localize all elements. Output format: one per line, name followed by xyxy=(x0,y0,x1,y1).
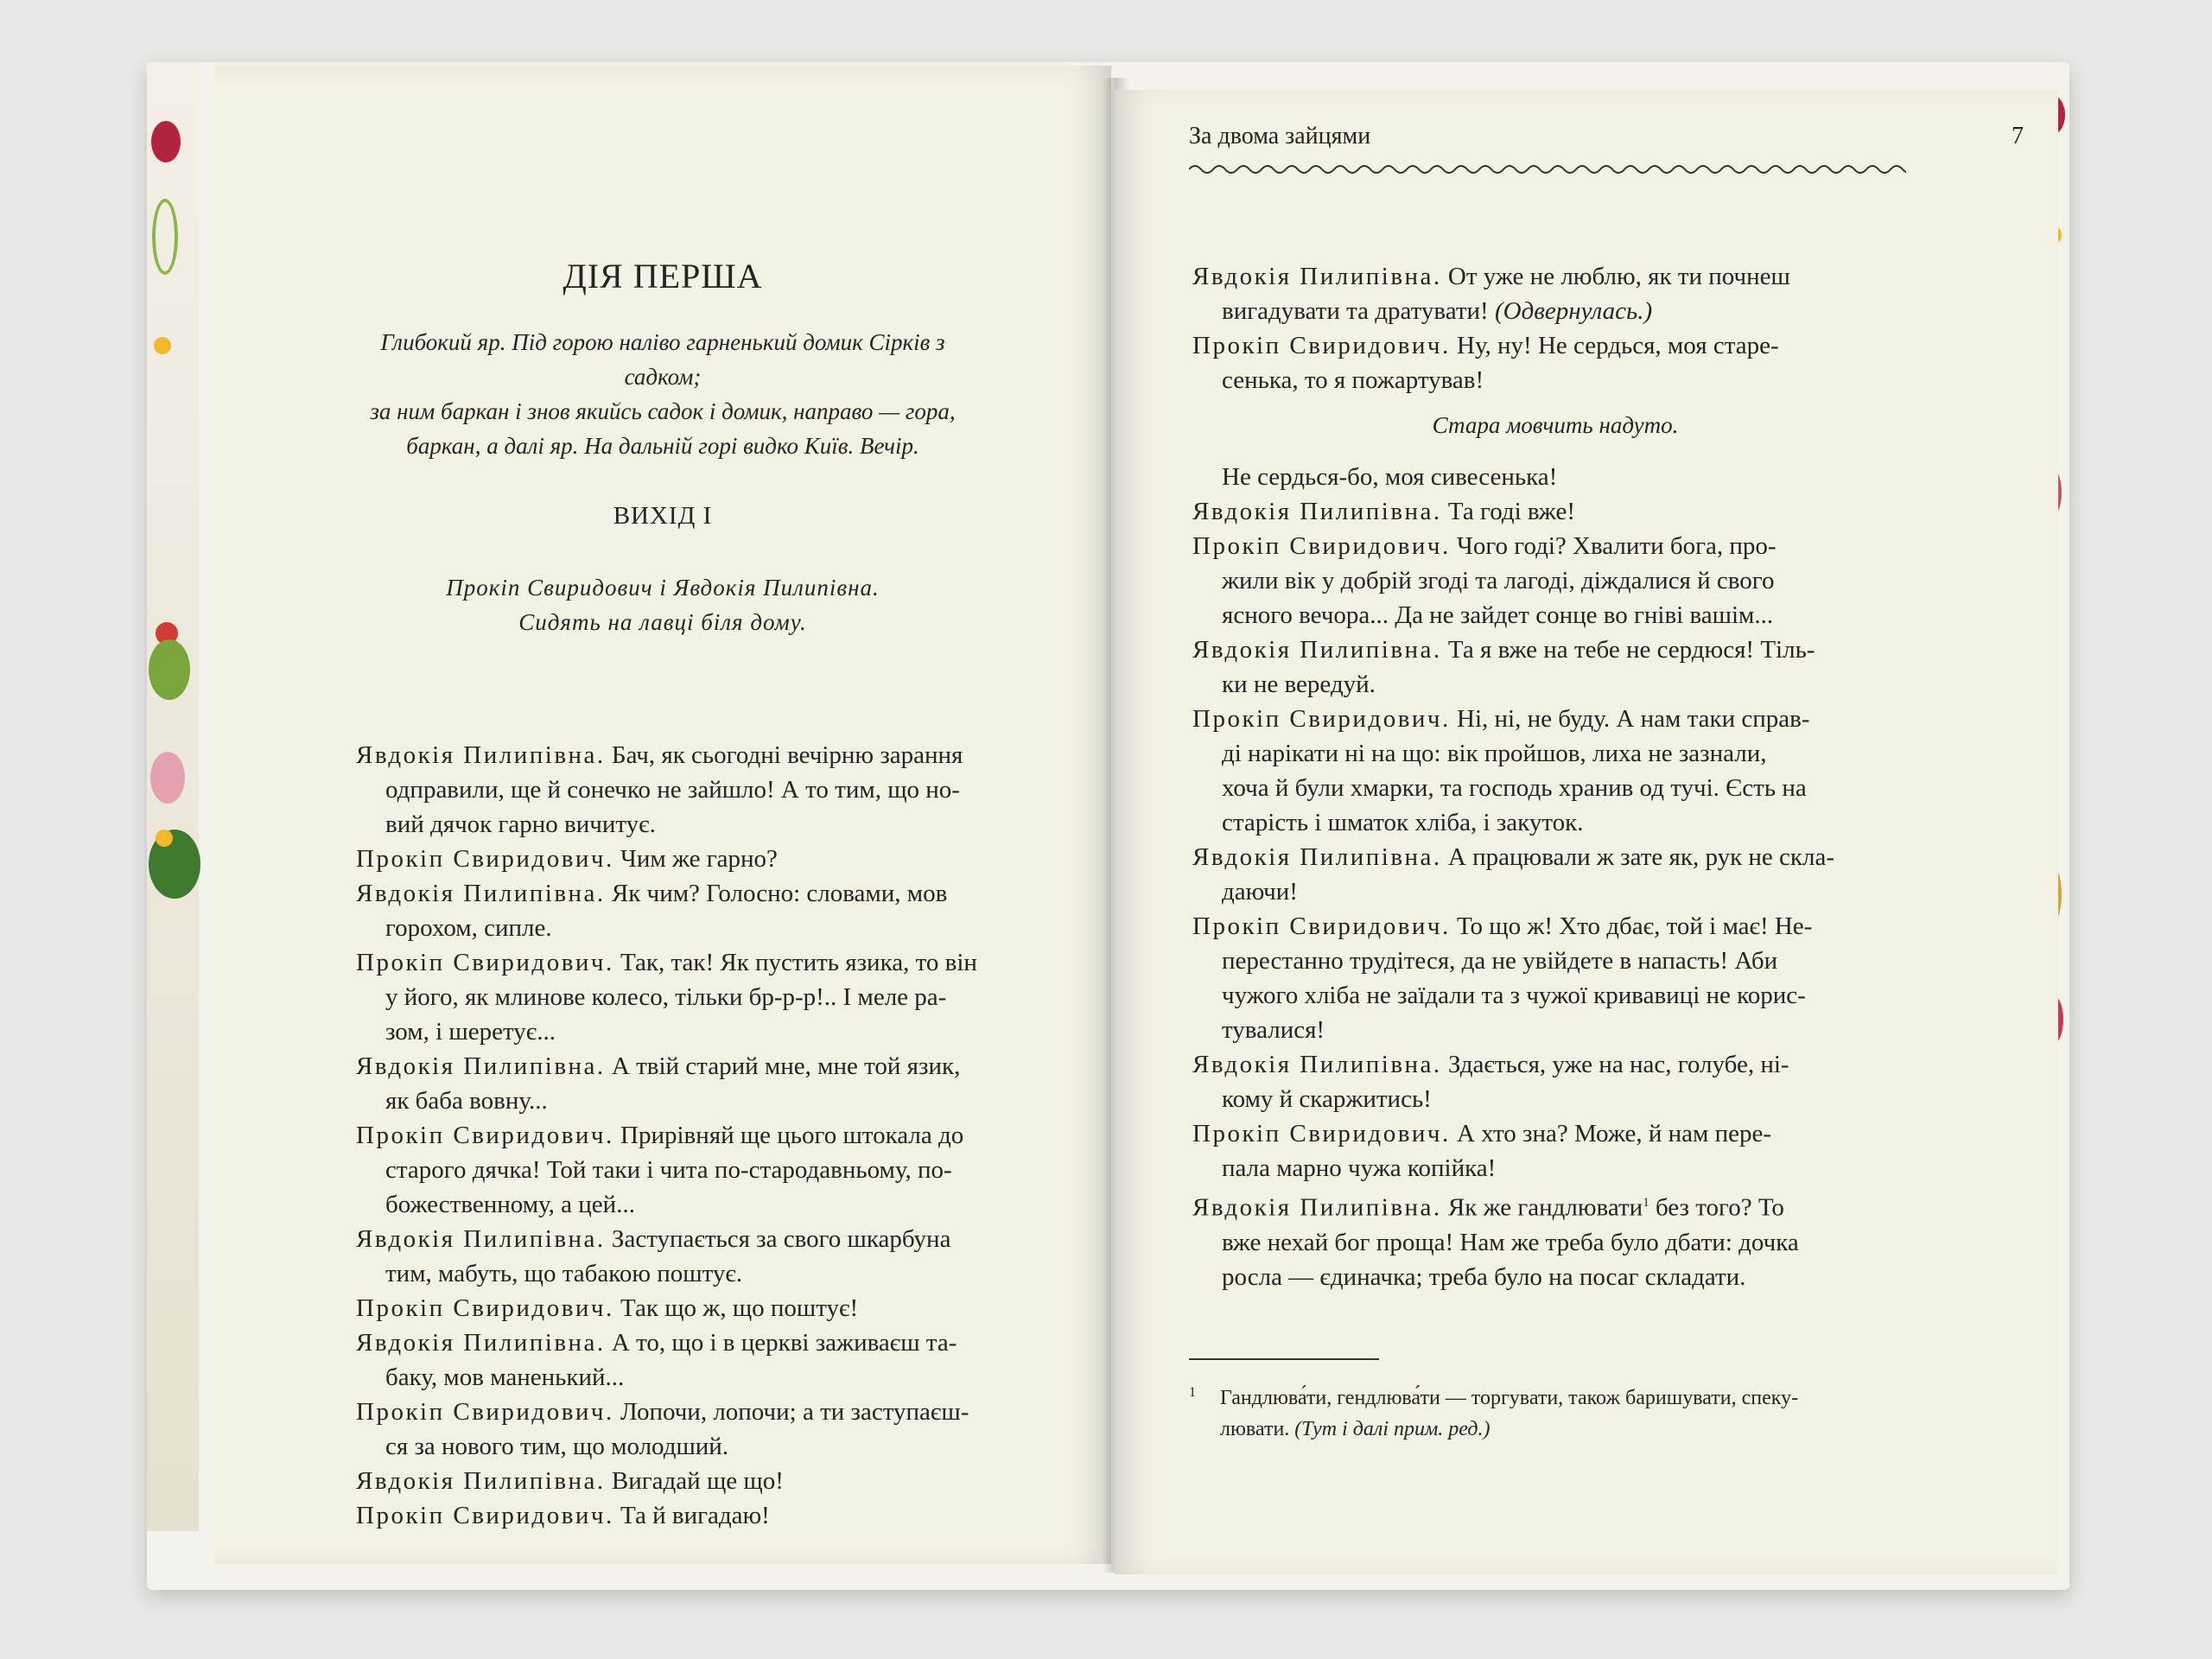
dialogue-text: вже нехай бог проща! Нам же треба було дбати: дочка xyxy=(1222,1228,1799,1256)
speaker-name: Прокіп Свиридович. xyxy=(356,1398,614,1426)
speaker-name: Прокіп Свиридович. xyxy=(356,1122,614,1149)
dialogue-text: даючи! xyxy=(1222,878,1298,906)
dialogue-line xyxy=(1192,259,1918,328)
dialogue-text: горохом, сипле. xyxy=(385,914,552,942)
speaker-name: Прокіп Свиридович. xyxy=(1192,705,1451,733)
dialogue-text: Чим же гарно? xyxy=(620,845,778,873)
flower-decoration xyxy=(154,337,171,354)
speaker-name: Прокіп Свиридович. xyxy=(356,949,614,976)
dialogue-text: Бач, як сьогодні вечірню зарання xyxy=(611,741,963,769)
left-page xyxy=(214,66,1111,1564)
dialogue-line xyxy=(356,738,1030,842)
footnote-italic: (Тут і далі прим. ред.) xyxy=(1294,1418,1491,1440)
dialogue-text: Як же гандлювати xyxy=(1447,1193,1643,1222)
speaker-name: Явдокія Пилипівна. xyxy=(356,1052,606,1080)
dialogue-text: божественному, а цей... xyxy=(385,1191,635,1218)
dialogue-text: тувалися! xyxy=(1222,1016,1325,1044)
dialogue-text: ді нарікати ні на що: вік пройшов, лиха не зазнали, xyxy=(1222,740,1767,767)
speaker-name: Явдокія Пилипівна. xyxy=(356,741,606,769)
dialogue-line xyxy=(356,1049,1030,1118)
footnote-text: лювати. xyxy=(1220,1418,1295,1440)
characters-direction xyxy=(353,570,973,639)
dialogue-text: Лопочи, лопочи; а ти заступаєш- xyxy=(620,1398,969,1426)
continuation-line: Не сердься-бо, моя сивесенька! xyxy=(1222,463,1558,491)
dialogue-text: Чого годі? Хвалити бога, про- xyxy=(1457,532,1777,560)
dialogue-text: ся за нового тим, що молодший. xyxy=(385,1433,729,1460)
dialogue-text: Так, так! Як пустить язика, то він xyxy=(620,949,977,976)
dialogue-line xyxy=(1192,494,1918,529)
dialogue-text: сенька, то я пожартував! xyxy=(1222,366,1484,394)
wavy-rule xyxy=(1189,161,1906,178)
dialogue-line xyxy=(1192,909,1918,1047)
running-head-title: За двома зайцями xyxy=(1189,123,1371,149)
dialogue-line xyxy=(356,1395,1030,1464)
dialogue-text: А то, що і в церкві заживаєш та- xyxy=(611,1329,957,1357)
footnote xyxy=(1189,1382,2032,1445)
dialogue-line xyxy=(356,945,1030,1049)
dialogue-text: зом, і шеретує... xyxy=(385,1018,556,1046)
dialogue-text: росла — єдиначка; треба було на посаг складати. xyxy=(1222,1262,1746,1291)
speaker-name: Явдокія Пилипівна. xyxy=(1192,498,1442,525)
dialogue-text: А твій старий мне, мне той язик, xyxy=(611,1052,961,1080)
dialogue-text: Та й вигадаю! xyxy=(620,1502,770,1529)
dialogue-text: ки не вередуй. xyxy=(1222,671,1376,698)
dialogue-line xyxy=(356,1325,1030,1395)
dialogue-text: От уже не люблю, як ти почнеш xyxy=(1447,263,1790,290)
dialogue-line xyxy=(356,876,1030,945)
dialogue-text: То що ж! Хто дбає, той і має! Не- xyxy=(1457,912,1813,940)
speaker-name: Явдокія Пилипівна. xyxy=(1192,263,1442,290)
dialogue-line xyxy=(356,842,1030,876)
dialogue-line xyxy=(356,1498,1030,1533)
exit-title: ВИХІД І xyxy=(613,502,713,530)
speaker-name: Явдокія Пилипівна. xyxy=(356,880,606,907)
dialogue-line xyxy=(356,1291,1030,1325)
dialogue-line xyxy=(1192,1116,1918,1185)
footnote-ref[interactable]: 1 xyxy=(1643,1196,1649,1210)
flower-decoration xyxy=(152,199,178,275)
footnote-text: Гандлюва́ти, гендлюва́ти — торгувати, також баришувати, спеку- xyxy=(1220,1387,1799,1409)
flower-decoration xyxy=(149,639,190,700)
right-page xyxy=(1115,90,2058,1574)
speaker-name: Явдокія Пилипівна. xyxy=(356,1225,606,1253)
dialogue-line xyxy=(1192,1047,1918,1116)
dialogue-text: А працювали ж зате як, рук не скла- xyxy=(1447,843,1835,871)
speaker-name: Прокіп Свиридович. xyxy=(1192,332,1451,359)
dialogue-text: Та я вже на тебе не сердюся! Тіль- xyxy=(1447,636,1815,664)
dialogue-text: А хто зна? Може, й нам пере- xyxy=(1457,1120,1772,1147)
stage-note: Стара мовчить надуто. xyxy=(1432,412,1679,438)
dialogue-line xyxy=(1192,529,1918,632)
dialogue-text: жили вік у добрій згоді та лагоді, діждалися й свого xyxy=(1222,567,1775,594)
dialogue-text: кому й скаржитись! xyxy=(1222,1085,1432,1113)
stage-direction-line: Глибокий яр. Під горою наліво гарненький домик Сірків з садком; xyxy=(380,329,945,390)
dialogue-text: ясного вечора... Да не зайдет сонце во гніві вашім... xyxy=(1222,601,1774,629)
dialogue-text: вий дячок гарно вичитує. xyxy=(385,810,656,838)
speaker-name: Прокіп Свиридович. xyxy=(356,845,614,873)
dialogue-line xyxy=(1192,1185,1918,1294)
speaker-name: Явдокія Пилипівна. xyxy=(1192,1193,1442,1222)
stage-direction-line: за ним баркан і знов якийсь садок і домик, направо — гора, xyxy=(370,398,956,424)
stage-direction xyxy=(353,325,973,463)
dialogue-text: вигадувати та дратувати! xyxy=(1222,297,1489,325)
page-number: 7 xyxy=(2012,123,2024,149)
dialogue-text: Прирівняй ще цього штокала до xyxy=(620,1122,964,1149)
dialogue-line xyxy=(356,1118,1030,1222)
dialogue-text: одправили, ще й сонечко не зайшло! А то тим, що но- xyxy=(385,776,960,804)
dialogue-text: Вигадай ще що! xyxy=(611,1467,784,1495)
dialogue-text: Як чим? Голосно: словами, мов xyxy=(611,880,948,907)
stage-direction-line: баркан, а далі яр. На дальній горі видко Київ. Вечір. xyxy=(406,433,919,459)
dialogue-text: Заступається за свого шкарбуна xyxy=(611,1225,951,1253)
speaker-name: Явдокія Пилипівна. xyxy=(356,1467,606,1495)
speaker-name: Явдокія Пилипівна. xyxy=(1192,1051,1442,1078)
dialogue-text: у його, як млинове колесо, тільки бр-р-р!.. І меле ра- xyxy=(385,983,947,1011)
speaker-name: Прокіп Свиридович. xyxy=(356,1294,614,1322)
dialogue-text: Ні, ні, не буду. А нам таки справ- xyxy=(1457,705,1810,733)
dialogue-text: Та годі вже! xyxy=(1447,498,1575,525)
running-head xyxy=(1189,123,2024,150)
dialogue-text: баку, мов маненький... xyxy=(385,1363,625,1391)
dialogue-text: старість і шматок хліба, і закуток. xyxy=(1222,809,1584,836)
right-dialogue xyxy=(1192,259,1918,1294)
footnote-mark: 1 xyxy=(1189,1385,1196,1400)
speaker-name: Прокіп Свиридович. xyxy=(1192,1120,1451,1147)
left-dialogue xyxy=(356,738,1030,1533)
act-title: ДІЯ ПЕРША xyxy=(563,257,763,296)
dialogue-text: Так що ж, що поштує! xyxy=(620,1294,859,1322)
speaker-name: Прокіп Свиридович. xyxy=(1192,532,1451,560)
speaker-name: Явдокія Пилипівна. xyxy=(356,1329,606,1357)
dialogue-line xyxy=(356,1222,1030,1291)
dialogue-line xyxy=(1192,840,1918,909)
speaker-name: Прокіп Свиридович. xyxy=(356,1502,614,1529)
dialogue-text: хоча й були хмарки, та господь хранив од тучі. Єсть на xyxy=(1222,774,1807,802)
footnote-rule xyxy=(1189,1358,1379,1360)
characters-direction-line: Сидять на лавці біля дому. xyxy=(518,609,807,635)
dialogue-text: перестанно трудітеся, да не увійдете в напасть! Аби xyxy=(1222,947,1778,975)
stage-aside: (Одвернулась.) xyxy=(1494,297,1653,325)
flower-decoration xyxy=(151,121,181,162)
speaker-name: Явдокія Пилипівна. xyxy=(1192,636,1442,664)
dialogue-text: чужого хліба не заїдали та з чужої кривавиці не корис- xyxy=(1222,982,1806,1009)
dialogue-line xyxy=(1192,632,1918,702)
dialogue-text: тим, мабуть, що табакою поштує. xyxy=(385,1260,743,1287)
flower-decoration xyxy=(150,752,185,804)
characters-direction-line: Прокіп Свиридович і Явдокія Пилипівна. xyxy=(446,575,880,601)
dialogue-text: пала марно чужа копійка! xyxy=(1222,1154,1497,1182)
dialogue-line xyxy=(1192,328,1918,397)
speaker-name: Прокіп Свиридович. xyxy=(1192,912,1451,940)
dialogue-text: Ну, ну! Не сердься, моя старе- xyxy=(1457,332,1779,359)
flower-decoration xyxy=(156,830,173,847)
dialogue-text: Здається, уже на нас, голубе, ні- xyxy=(1447,1051,1789,1078)
dialogue-line xyxy=(1192,702,1918,840)
dialogue-line xyxy=(356,1464,1030,1498)
dialogue-text: як баба вовну... xyxy=(385,1087,548,1115)
dialogue-text: старого дячка! Той таки і чита по-стародавньому, по- xyxy=(385,1156,952,1184)
dialogue-text: без того? То xyxy=(1649,1193,1784,1222)
speaker-name: Явдокія Пилипівна. xyxy=(1192,843,1442,871)
